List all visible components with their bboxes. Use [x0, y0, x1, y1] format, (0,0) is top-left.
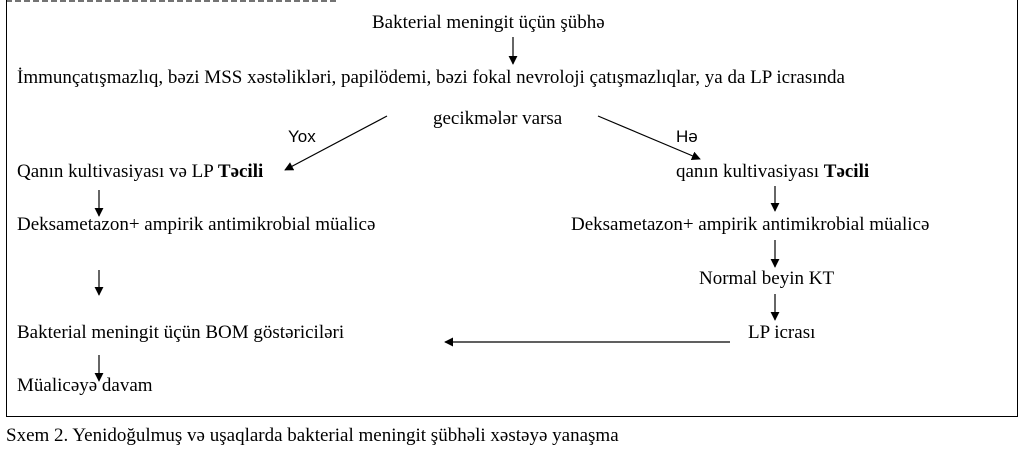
node-suspicion: Bakterial meningit üçün şübhə	[372, 12, 605, 33]
left-step-dexamethasone: Deksametazon+ ampirik antimikrobial müalicə	[17, 214, 376, 235]
node-condition-line1: İmmunçatışmazlıq, bəzi MSS xəstəlikləri, papilödemi, bəzi fokal nevroloji çatışmazlıqlar, ya da LP icrasında	[17, 67, 845, 88]
right-step1-text: qanın kultivasiyası	[676, 161, 824, 182]
branch-label-yes: Hə	[676, 127, 698, 146]
branch-label-no: Yox	[288, 127, 316, 146]
right-step-normal-ct: Normal beyin KT	[699, 268, 835, 289]
right-step1-urgent: Təcili	[823, 161, 870, 182]
node-condition-line2: gecikmələr varsa	[433, 108, 563, 129]
left-step-continue-treatment: Müalicəyə davam	[17, 375, 153, 396]
left-step-csf-indicators: Bakterial meningit üçün BOM göstəriciləri	[17, 322, 345, 343]
left-step1-text: Qanın kultivasiyası və LP	[17, 161, 218, 182]
right-step-lp: LP icrası	[748, 322, 816, 343]
arrow-yes-branch	[598, 116, 700, 159]
arrow-no-branch	[285, 116, 387, 170]
left-step1-urgent: Təcili	[217, 161, 264, 182]
right-step-dexamethasone: Deksametazon+ ampirik antimikrobial müalicə	[571, 214, 930, 235]
figure-caption: Sxem 2. Yenidoğulmuş və uşaqlarda bakterial meningit şübhəli xəstəyə yanaşma	[6, 425, 619, 446]
